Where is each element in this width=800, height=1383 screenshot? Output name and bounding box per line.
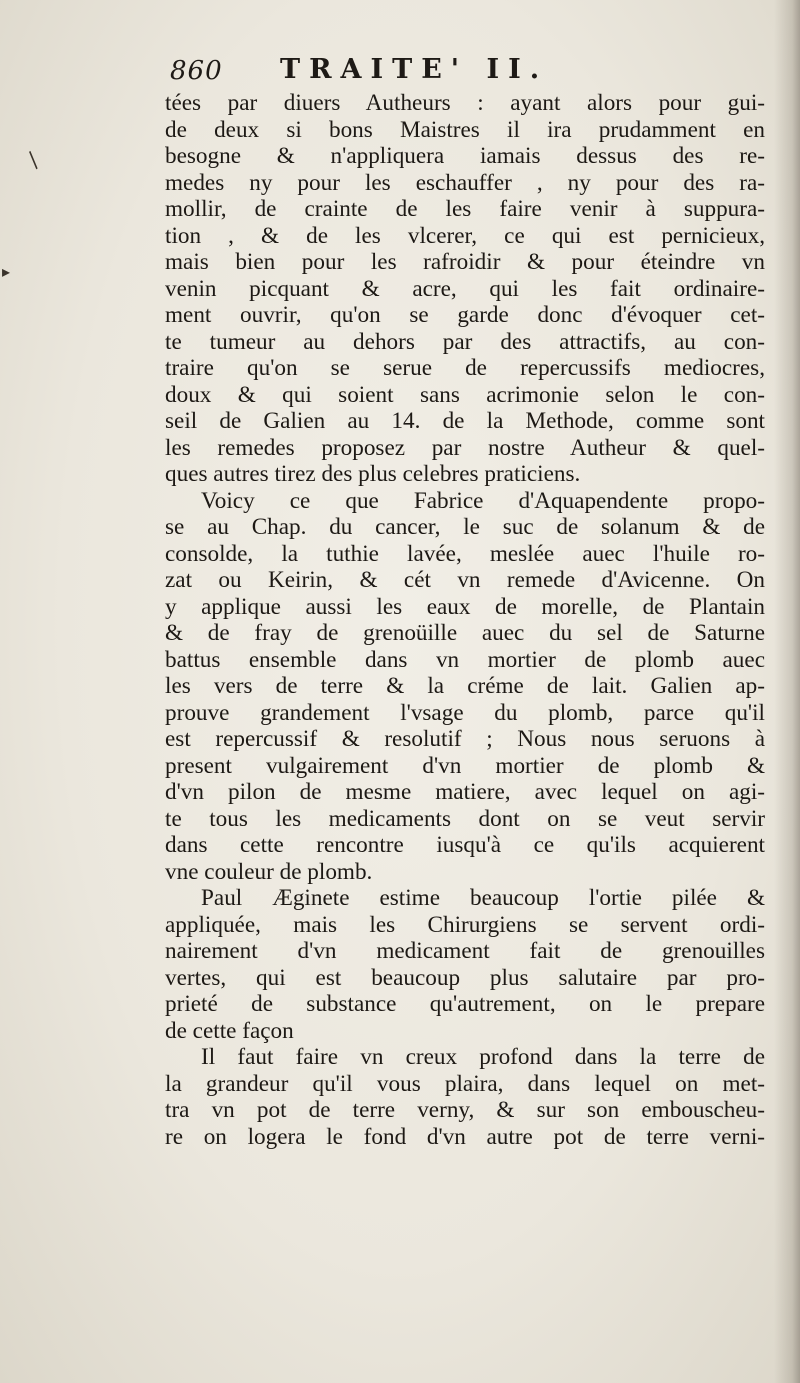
text-line: de cette façon	[165, 1017, 294, 1044]
text-line: de deux si bons Maistres il ira prudamment en	[165, 116, 765, 143]
page-header	[170, 54, 770, 88]
page-edge-shadow	[774, 0, 800, 1383]
text-line: consolde, la tuthie lavée, meslée auec l'huile ro-	[165, 540, 765, 567]
text-line: appliquée, mais les Chirurgiens se servent ordi-	[165, 911, 765, 938]
margin-arrow-icon: ▸	[2, 262, 11, 281]
text-line: d'vn pilon de mesme matiere, avec lequel on agi-	[165, 779, 765, 805]
text-line: les vers de terre & la créme de lait. Galien ap-	[165, 673, 765, 699]
body-text	[165, 90, 765, 1150]
text-line: te tumeur au dehors par des attractifs, au con-	[165, 328, 765, 355]
text-line: te tous les medicaments dont on se veut servir	[165, 805, 765, 832]
paragraph-start-line: Il faut faire vn creux profond dans la terre de	[201, 1044, 765, 1070]
text-line: battus ensemble dans vn mortier de plomb auec	[165, 646, 765, 673]
text-line: doux & qui soient sans acrimonie selon le con-	[165, 381, 765, 408]
text-line: vertes, qui est beaucoup plus salutaire par pro-	[165, 964, 765, 991]
text-line: est repercussif & resolutif ; Nous nous seruons à	[165, 726, 765, 752]
text-line: tra vn pot de terre verny, & sur son embouscheu-	[165, 1097, 765, 1123]
text-line: les remedes proposez par nostre Autheur & quel-	[165, 434, 765, 461]
text-line: y applique aussi les eaux de morelle, de Plantain	[165, 593, 765, 620]
text-line: tion , & de les vlcerer, ce qui est pernicieux,	[165, 222, 765, 249]
text-line: venin picquant & acre, qui les fait ordinaire-	[165, 275, 765, 302]
text-line: re on logera le fond d'vn autre pot de terre verni-	[165, 1123, 765, 1150]
page-number: 860	[170, 56, 223, 86]
text-line: vne couleur de plomb.	[165, 858, 373, 885]
text-line: traire qu'on se serue de repercussifs mediocres,	[165, 355, 765, 381]
text-line: prouve grandement l'vsage du plomb, parce qu'il	[165, 699, 765, 726]
text-line: dans cette rencontre iusqu'à ce qu'ils acquierent	[165, 832, 765, 858]
paragraph-start-line: Paul Æginete estime beaucoup l'ortie pilée &	[201, 885, 765, 911]
text-line: la grandeur qu'il vous plaira, dans lequel on met-	[165, 1070, 765, 1097]
text-line: tées par diuers Autheurs : ayant alors pour gui-	[165, 90, 765, 116]
text-line: ques autres tirez des plus celebres praticiens.	[165, 461, 581, 487]
text-line: zat ou Keirin, & cét vn remede d'Avicenne. On	[165, 567, 765, 593]
running-title: TRAITE' II.	[280, 54, 549, 85]
text-line: mais bien pour les rafroidir & pour éteindre vn	[165, 249, 765, 275]
text-line: mollir, de crainte de les faire venir à suppura-	[165, 196, 765, 222]
text-line: medes ny pour les eschauffer , ny pour des ra-	[165, 169, 765, 196]
text-line: besogne & n'appliquera iamais dessus des re-	[165, 143, 765, 169]
text-line: nairement d'vn medicament fait de grenouilles	[165, 938, 765, 964]
text-line: prieté de substance qu'autrement, on le prepare	[165, 991, 765, 1017]
text-line: se au Chap. du cancer, le suc de solanum & de	[165, 514, 765, 540]
text-line: present vulgairement d'vn mortier de plomb &	[165, 752, 765, 779]
paragraph-start-line: Voicy ce que Fabrice d'Aquapendente propo-	[201, 487, 765, 514]
text-line: & de fray de grenoüille auec du sel de Saturne	[165, 620, 765, 646]
text-line: ment ouvrir, qu'on se garde donc d'évoquer cet-	[165, 302, 765, 328]
margin-pen-mark: /	[22, 148, 45, 173]
text-line: seil de Galien au 14. de la Methode, comme sont	[165, 408, 765, 434]
